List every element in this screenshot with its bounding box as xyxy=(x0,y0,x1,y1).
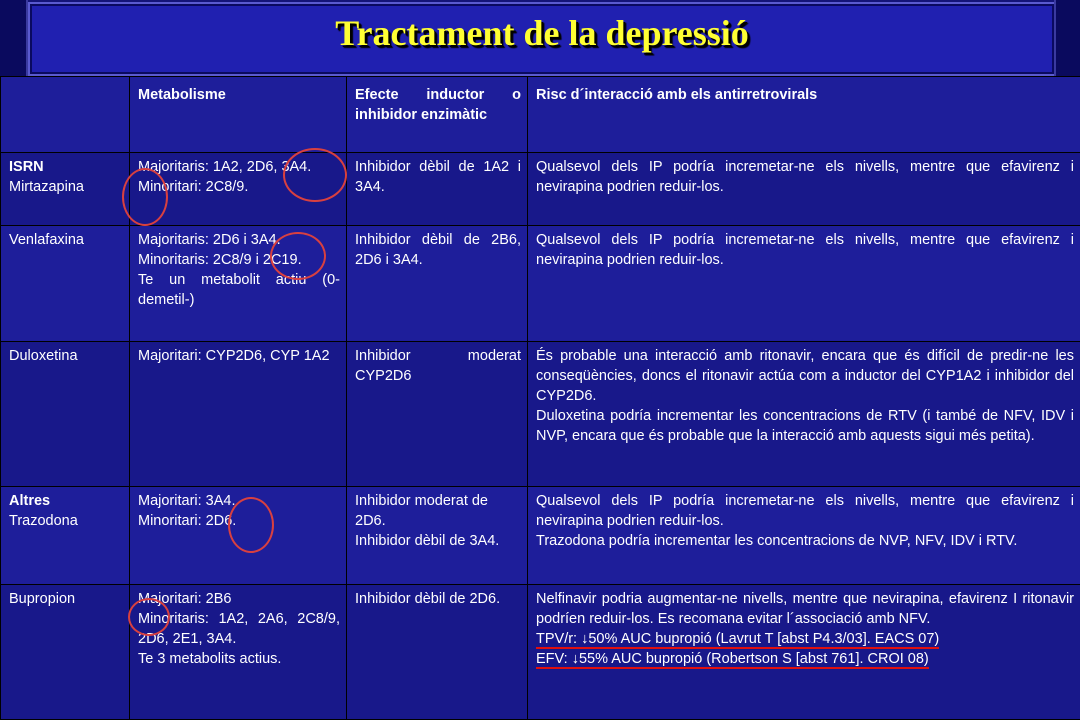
drug-cell-isrn xyxy=(1,153,130,226)
metabolisme-line: Te 3 metabolits actius. xyxy=(138,651,282,667)
slide-title: Tractament de la depressió xyxy=(335,13,749,53)
title-right-edge xyxy=(1054,0,1080,78)
drug-name-mirtazapina: Mirtazapina xyxy=(9,179,84,195)
metabolisme-cell-duloxetina: Majoritari: CYP2D6, CYP 1A2 xyxy=(130,342,347,487)
metabolisme-cell-venlafaxina xyxy=(130,226,347,342)
metabolisme-line: Minoritari: 2C8/9. xyxy=(138,179,249,195)
group-label-isrn: ISRN xyxy=(9,159,44,175)
efecte-line: Inhibidor moderat de 2D6. xyxy=(355,493,488,529)
risc-cell-isrn: Qualsevol dels IP podría incremetar-ne els nivells, mentre que efavirenz i nevirapina podrien reduir-los. xyxy=(528,153,1080,226)
metabolisme-line: Majoritari: 3A4. xyxy=(138,493,236,509)
drug-name-bupropion: Bupropion xyxy=(1,585,130,720)
risc-reference-tpv xyxy=(536,629,1074,649)
table-header-row xyxy=(1,77,1080,153)
title-bar xyxy=(0,0,1080,78)
drug-name-venlafaxina: Venlafaxina xyxy=(1,226,130,342)
risc-reference-tpv-text: TPV/r: ↓50% AUC bupropió (Lavrut T [abst P4.3/03]. EACS 07) xyxy=(536,631,940,647)
metabolisme-line: Minoritaris: 1A2, 2A6, 2C8/9, 2D6, 2E1, 3A4. xyxy=(138,611,340,647)
metabolisme-cell-bupropion xyxy=(130,585,347,720)
efecte-cell-altres xyxy=(347,487,528,585)
table-row-venlafaxina xyxy=(1,226,1080,342)
table-row-altres xyxy=(1,487,1080,585)
risc-cell-bupropion xyxy=(528,585,1080,720)
risc-paragraph: Trazodona podría incrementar les concentracions de NVP, NFV, IDV i RTV. xyxy=(536,533,1018,549)
risc-reference-efv xyxy=(536,649,1074,669)
risc-paragraph: Nelfinavir podria augmentar-ne nivells, mentre que nevirapina, efavirenz I ritonavir podríen reduir-los. Es recomana evitar l´associació amb NFV. xyxy=(536,591,1074,627)
risc-cell-duloxetina xyxy=(528,342,1080,487)
metabolisme-cell-altres xyxy=(130,487,347,585)
metabolisme-line: Majoritaris: 2D6 i 3A4. xyxy=(138,232,281,248)
table-row-duloxetina xyxy=(1,342,1080,487)
drug-name-trazodona: Trazodona xyxy=(9,513,78,529)
risc-cell-altres xyxy=(528,487,1080,585)
metabolisme-line: Minoritaris: 2C8/9 i 2C19. xyxy=(138,252,302,268)
drug-name-duloxetina: Duloxetina xyxy=(1,342,130,487)
header-metabolisme: Metabolisme xyxy=(130,77,347,153)
risc-reference-efv-text: EFV: ↓55% AUC bupropió (Robertson S [abst 761]. CROI 08) xyxy=(536,651,929,667)
risc-cell-venlafaxina: Qualsevol dels IP podría incremetar-ne els nivells, mentre que efavirenz i nevirapina podrien reduir-los. xyxy=(528,226,1080,342)
risc-paragraph: Duloxetina podría incrementar les concentracions de RTV (i també de NFV, IDV i NVP, encara que és probable que la interacció amb aquests sigui més petita). xyxy=(536,408,1074,444)
metabolisme-cell-isrn xyxy=(130,153,347,226)
efecte-cell-isrn: Inhibidor dèbil de 1A2 i 3A4. xyxy=(347,153,528,226)
risc-paragraph: És probable una interacció amb ritonavir, encara que és difícil de predir-ne les conseqüències, doncs el ritonavir actúa com a inductor del CYP1A2 i inhibidor del CYP2D6. xyxy=(536,348,1074,404)
metabolisme-line: Majoritaris: 1A2, 2D6, 3A4. xyxy=(138,159,312,175)
efecte-line: Inhibidor dèbil de 3A4. xyxy=(355,533,500,549)
metabolisme-line: Majoritari: 2B6 xyxy=(138,591,232,607)
drug-interaction-table xyxy=(0,76,1080,720)
table-row-bupropion xyxy=(1,585,1080,720)
risc-paragraph: Qualsevol dels IP podría incremetar-ne els nivells, mentre que efavirenz i nevirapina podrien reduir-los. xyxy=(536,493,1074,529)
efecte-cell-venlafaxina: Inhibidor dèbil de 2B6, 2D6 i 3A4. xyxy=(347,226,528,342)
header-risc: Risc d´interacció amb els antirretrovirals xyxy=(528,77,1080,153)
table-row-isrn xyxy=(1,153,1080,226)
efecte-cell-duloxetina: Inhibidor moderat CYP2D6 xyxy=(347,342,528,487)
drug-cell-altres xyxy=(1,487,130,585)
metabolisme-line: Minoritari: 2D6. xyxy=(138,513,237,529)
title-left-edge xyxy=(0,0,28,78)
efecte-cell-bupropion: Inhibidor dèbil de 2D6. xyxy=(347,585,528,720)
title-box xyxy=(28,2,1056,76)
header-empty xyxy=(1,77,130,153)
header-efecte: Efecte inductor o inhibidor enzimàtic xyxy=(347,77,528,153)
group-label-altres: Altres xyxy=(9,493,51,509)
metabolisme-line: Te un metabolit actiu (0-demetil-) xyxy=(138,272,340,308)
